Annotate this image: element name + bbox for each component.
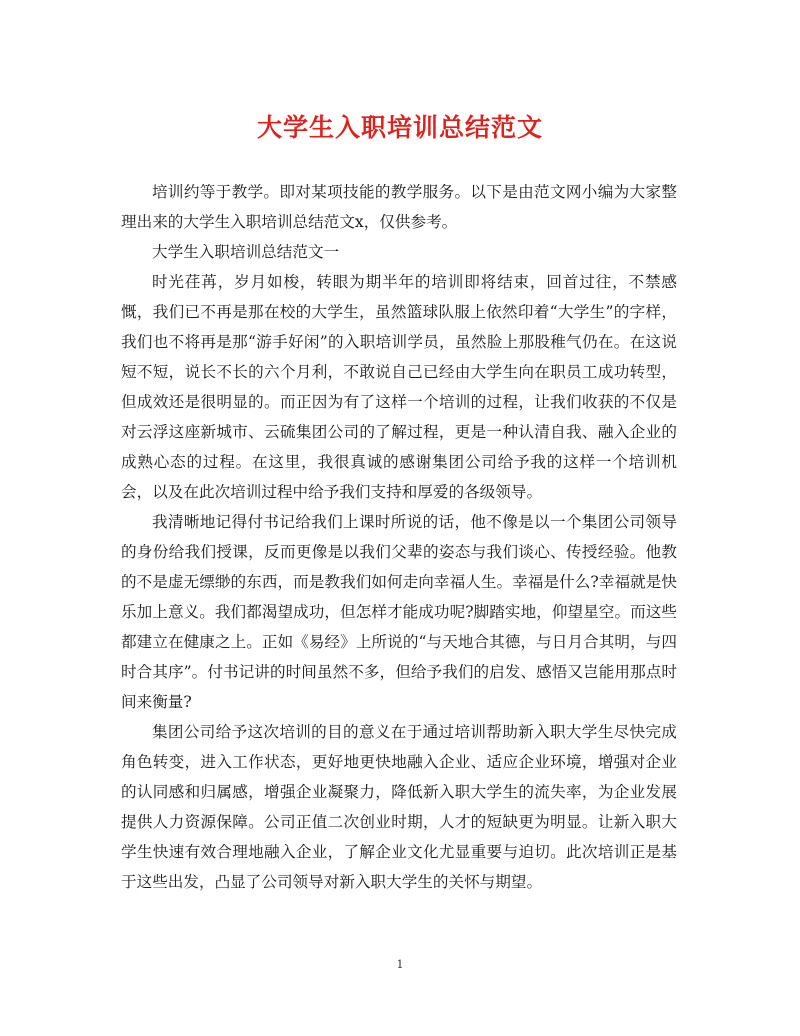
intro-paragraph: 培训约等于教学。即对某项技能的教学服务。以下是由范文网小编为大家整理出来的大学生入职培训总结范文x，仅供参考。: [121, 183, 677, 231]
body-paragraph: 我清晰地记得付书记给我们上课时所说的话，他不像是以一个集团公司领导的身份给我们授课，反而更像是以我们父辈的姿态与我们谈心、传授经验。他教的不是虚无缥缈的东西，而是教我们如何走向幸福人生。幸福是什么?幸福就是快乐加上意义。我们都渴望成功，但怎样才能成功呢?脚踏实地，仰望星空。而这些都建立在健康之上。正如《易经》上所说的“与天地合其德，与日月合其明，与四时合其序”。付书记讲的时间虽然不多，但给予我们的启发、感悟又岂能用那点时间来衡量?: [121, 513, 677, 711]
page-number: 1: [396, 958, 404, 971]
document-title: 大学生入职培训总结范文: [256, 113, 543, 142]
document-body: [121, 177, 677, 897]
section-heading: 大学生入职培训总结范文一: [152, 243, 340, 261]
body-paragraph: 时光荏苒，岁月如梭，转眼为期半年的培训即将结束，回首过往，不禁感慨，我们已不再是那在校的大学生，虽然篮球队服上依然印着“大学生”的字样，我们也不将再是那“游手好闲”的入职培训学员，虽然脸上那股稚气仍在。在这说短不短，说长不长的六个月利，不敢说自己已经由大学生向在职员工成功转型，但成效还是很明显的。而正因为有了这样一个培训的过程，让我们收获的不仅是对云浮这座新城市、云硫集团公司的了解过程，更是一种认清自我、融入企业的成熟心态的过程。在这里，我很真诚的感谢集团公司给予我的这样一个培训机会，以及在此次培训过程中给予我们支持和厚爱的各级领导。: [121, 273, 677, 501]
body-paragraph: 集团公司给予这次培训的目的意义在于通过培训帮助新入职大学生尽快完成角色转变，进入工作状态，更好地更快地融入企业、适应企业环境，增强对企业的认同感和归属感，增强企业凝聚力，降低新入职大学生的流失率，为企业发展提供人力资源保障。公司正值二次创业时期，人才的短缺更为明显。让新入职大学生快速有效合理地融入企业，了解企业文化尤显重要与迫切。此次培训正是基于这些出发，凸显了公司领导对新入职大学生的关怀与期望。: [121, 723, 677, 891]
